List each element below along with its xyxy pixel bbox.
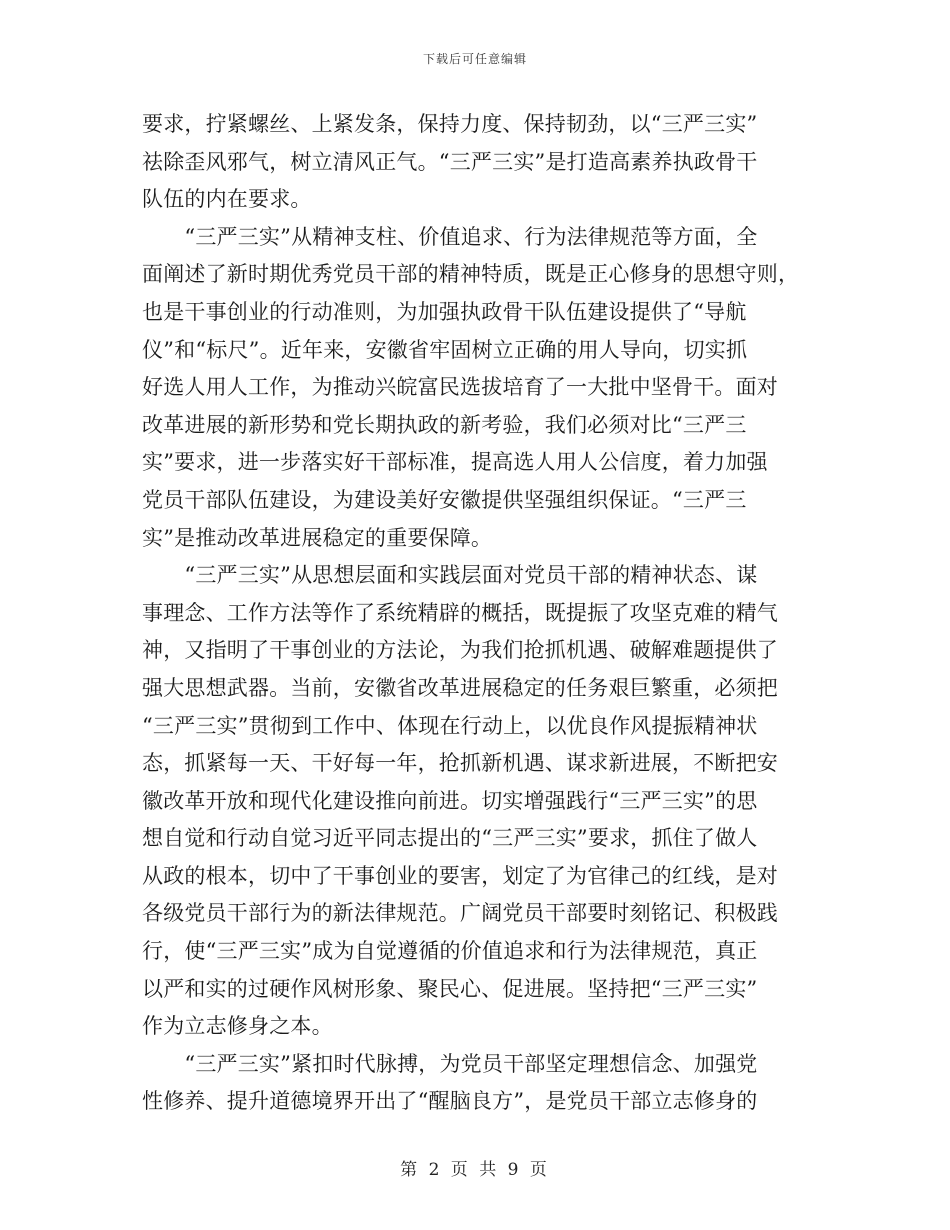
text-line: 好选人用人工作，为推动兴皖富民选拔培育了一大批中坚骨干。面对 bbox=[142, 375, 778, 400]
text-line: 要求，拧紧螺丝、上紧发条，保持力度、保持韧劲，以“三严三实” bbox=[142, 112, 758, 136]
document-body bbox=[142, 106, 810, 1121]
text-line: 实”是推动改革进展稳定的重要保障。 bbox=[142, 525, 493, 550]
text-line: “三严三实”从思想层面和实践层面对党员干部的精神状态、谋 bbox=[142, 563, 758, 588]
text-line: “三严三实”贯彻到工作中、体现在行动上，以优良作风提振精神状 bbox=[142, 713, 758, 738]
text-line: 行，使“三严三实”成为自觉遵循的价值追求和行为法律规范，真正 bbox=[142, 939, 758, 964]
page-header: 下载后可任意编辑 bbox=[422, 52, 527, 66]
text-line: 作为立志修身之本。 bbox=[142, 1014, 333, 1039]
text-line: 仪”和“标尺”。近年来，安徽省牢固树立正确的用人导向，切实抓 bbox=[142, 337, 748, 362]
text-line: 改革进展的新形势和党长期执政的新考验，我们必须对比“三严三 bbox=[142, 412, 747, 437]
page-footer: 第 2 页 共 9 页 bbox=[400, 1160, 550, 1180]
text-line: 党员干部队伍建设，为建设美好安徽提供坚强组织保证。“三严三 bbox=[142, 487, 747, 512]
text-line: 从政的根本，切中了干事创业的要害，划定了为官律己的红线，是对 bbox=[142, 863, 778, 888]
text-line: 队伍的内在要求。 bbox=[142, 187, 312, 212]
text-line: “三严三实”紧扣时代脉搏，为党员干部坚定理想信念、加强党 bbox=[142, 1051, 758, 1076]
text-line: 以严和实的过硬作风树形象、聚民心、促进展。坚持把“三严三实” bbox=[142, 976, 758, 1001]
text-line: 徽改革开放和现代化建设推向前进。切实增强践行“三严三实”的思 bbox=[142, 788, 758, 813]
text-line: 面阐述了新时期优秀党员干部的精神特质，既是正心修身的思想守则， bbox=[142, 262, 800, 287]
text-line: 态，抓紧每一天、干好每一年，抢抓新机遇、谋求新进展，不断把安 bbox=[142, 751, 778, 776]
text-line: 神，又指明了干事创业的方法论，为我们抢抓机遇、破解难题提供了 bbox=[142, 638, 778, 663]
text-line: 也是干事创业的行动准则，为加强执政骨干队伍建设提供了“导航 bbox=[142, 299, 747, 324]
text-line: 祛除歪风邪气，树立清风正气。“三严三实”是打造高素养执政骨干 bbox=[142, 149, 758, 174]
text-line: 想自觉和行动自觉习近平同志提出的“三严三实”要求，抓住了做人 bbox=[142, 826, 758, 851]
text-line: 各级党员干部行为的新法律规范。广阔党员干部要时刻铭记、积极践 bbox=[142, 901, 778, 926]
text-line: 事理念、工作方法等作了系统精辟的概括，既提振了攻坚克难的精气 bbox=[142, 600, 778, 625]
text-line: “三严三实”从精神支柱、价值追求、行为法律规范等方面，全 bbox=[142, 224, 758, 249]
text-line: 实”要求，进一步落实好干部标准，提高选人用人公信度，着力加强 bbox=[142, 450, 768, 475]
text-line: 强大思想武器。当前，安徽省改革进展稳定的任务艰巨繁重，必须把 bbox=[142, 675, 778, 700]
text-line: 性修养、提升道德境界开出了“醒脑良方”，是党员干部立志修身的 bbox=[142, 1089, 758, 1114]
